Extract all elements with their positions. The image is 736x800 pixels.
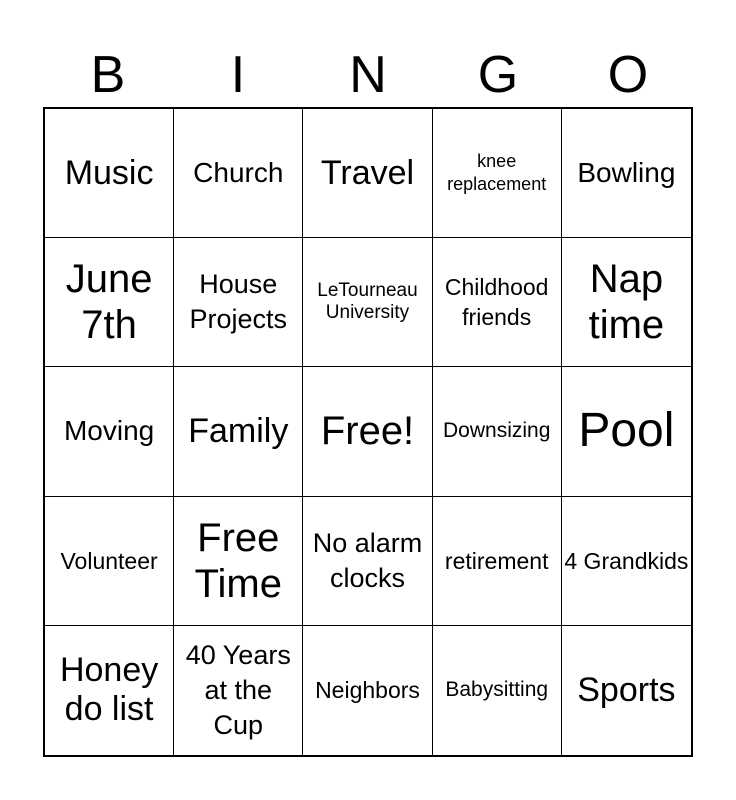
bingo-cell[interactable]: 4 Grandkids	[562, 497, 691, 626]
bingo-cell[interactable]: Nap time	[562, 238, 691, 367]
header-letter-n: N	[349, 46, 387, 104]
bingo-cell[interactable]: Neighbors	[303, 626, 432, 755]
bingo-header	[43, 46, 693, 104]
bingo-cell[interactable]: Free Time	[174, 497, 303, 626]
header-letter-b: B	[90, 46, 126, 104]
bingo-board	[43, 107, 693, 757]
bingo-cell[interactable]: Sports	[577, 670, 676, 709]
bingo-free-space[interactable]: Free!	[303, 367, 432, 496]
bingo-cell[interactable]: retirement	[433, 497, 562, 626]
bingo-cell[interactable]: No alarm clocks	[303, 497, 432, 626]
bingo-cell[interactable]: House Projects	[174, 238, 303, 367]
bingo-cell[interactable]: Volunteer	[45, 497, 174, 626]
bingo-cell[interactable]: Downsizing	[433, 367, 562, 496]
bingo-cell[interactable]: Bowling	[562, 109, 691, 238]
bingo-cell[interactable]: Church	[174, 109, 303, 238]
bingo-cell[interactable]: Pool	[562, 367, 691, 496]
bingo-cell[interactable]: Music	[45, 109, 174, 238]
bingo-cell[interactable]: LeTourneau University	[303, 238, 432, 367]
bingo-cell[interactable]: Childhood friends	[433, 238, 562, 367]
bingo-cell[interactable]: Babysitting	[433, 626, 562, 755]
bingo-cell[interactable]: June 7th	[45, 238, 174, 367]
bingo-cell[interactable]: Travel	[303, 109, 432, 238]
bingo-cell[interactable]: Honey do list	[45, 626, 174, 755]
header-letter-o: O	[607, 46, 649, 104]
header-letter-g: G	[477, 46, 519, 104]
bingo-cell[interactable]: Moving	[45, 367, 174, 496]
bingo-cell[interactable]: 40 Years at the Cup	[174, 626, 303, 755]
header-letter-i: I	[230, 46, 246, 104]
bingo-cell[interactable]: Family	[174, 367, 303, 496]
bingo-cell[interactable]: knee replacement	[433, 109, 562, 238]
